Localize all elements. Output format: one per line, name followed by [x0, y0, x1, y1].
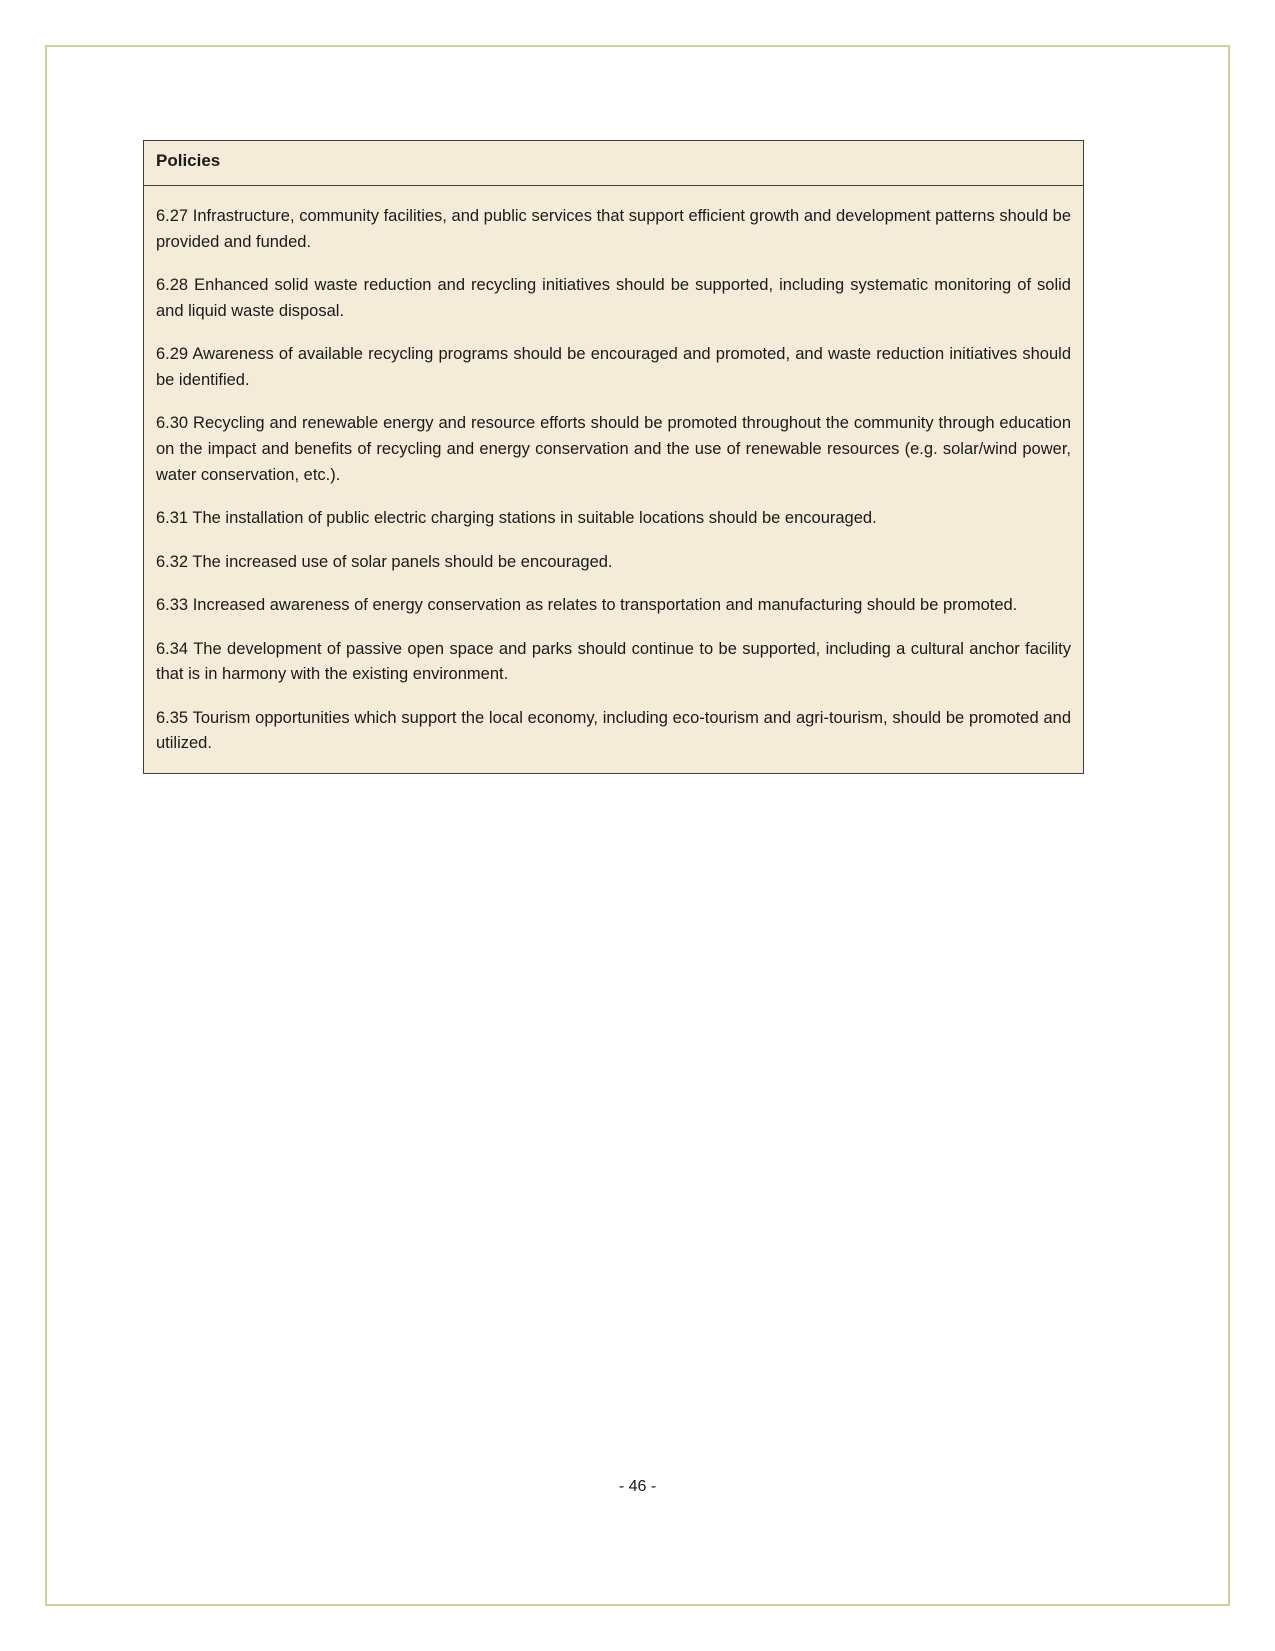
policy-6-27: 6.27 Infrastructure, community facilities, and public services that support efficient growth and development patterns should be provided and funded. — [156, 207, 1071, 251]
policy-6-35: 6.35 Tourism opportunities which support the local economy, including eco-tourism and agri-tourism, should be promoted and utilized. — [156, 708, 1071, 753]
policy-6-32: 6.32 The increased use of solar panels should be encouraged. — [156, 552, 613, 571]
policy-6-28: 6.28 Enhanced solid waste reduction and recycling initiatives should be supported, including systematic monitoring of solid and liquid waste disposal. — [156, 276, 1071, 320]
policy-6-31: 6.31 The installation of public electric charging stations in suitable locations should be encouraged. — [156, 509, 877, 528]
policy-6-34: 6.34 The development of passive open space and parks should continue to be supported, including a cultural anchor facility that is in harmony with the existing environment. — [156, 639, 1071, 684]
policies-table-body — [144, 186, 1083, 773]
policy-6-30: 6.30 Recycling and renewable energy and resource efforts should be promoted throughout the community through education on the impact and benefits of recycling and energy conservation and the use of renewable resources (e.g. solar/wind power, water conservation, etc.). — [156, 414, 1071, 484]
policies-table-header: Policies — [144, 141, 1083, 186]
page-number: - 46 - — [618, 1478, 657, 1495]
policy-6-29: 6.29 Awareness of available recycling programs should be encouraged and promoted, and waste reduction initiatives should be identified. — [156, 345, 1071, 389]
policy-6-33: 6.33 Increased awareness of energy conservation as relates to transportation and manufacturing should be promoted. — [156, 596, 1018, 615]
policies-table — [143, 140, 1084, 774]
